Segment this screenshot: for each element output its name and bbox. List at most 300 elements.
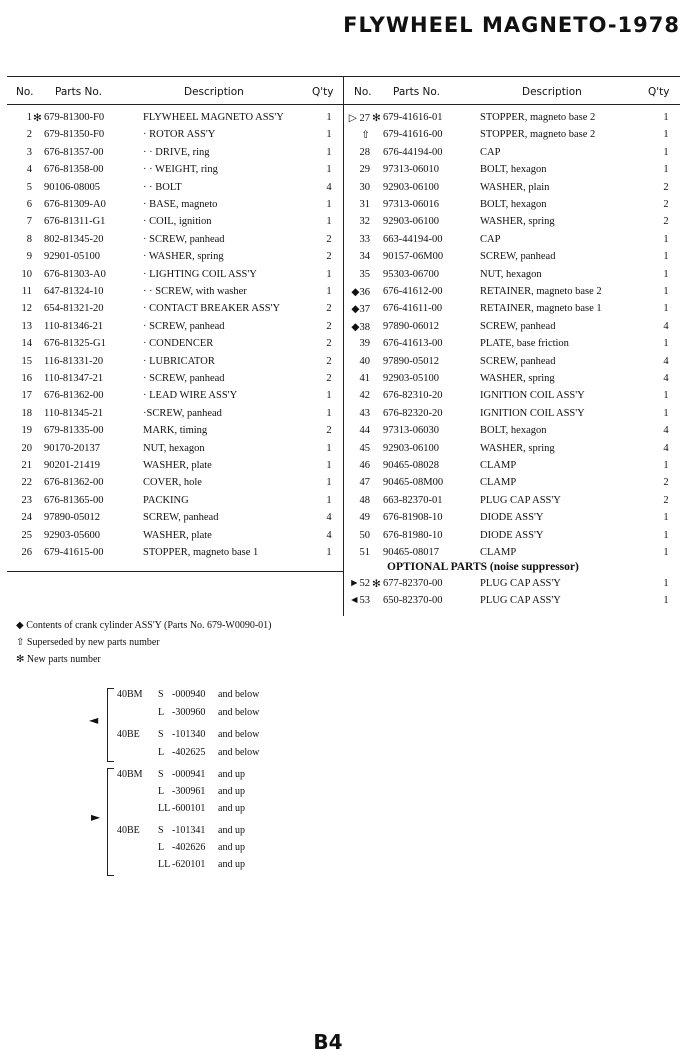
part-quantity: 1 [326,494,332,506]
item-number: 45 [359,442,370,454]
item-number: 12 [21,303,32,315]
table-row [0,408,687,426]
right-header-qty: Q'ty [648,86,670,98]
serial-type: L [158,707,165,718]
new-part-mark: ✻ [372,113,381,124]
part-description: STOPPER, magneto base 2 [480,129,596,141]
part-number: 92903-06100 [383,442,439,454]
item-number: 32 [359,216,370,228]
part-number: 676-81303-A0 [44,268,106,280]
table-row [0,477,687,495]
serial-number: -101340 [172,729,206,740]
serial-range-note: and up [218,859,245,870]
part-number: 116-81331-20 [44,355,104,367]
part-description: CLAMP [480,477,517,489]
part-quantity: 2 [326,338,332,350]
serial-group-2-brace [107,768,114,876]
serial-range-note: and below [218,707,260,718]
left-header-qty: Q'ty [312,86,334,98]
part-quantity: 4 [326,181,332,193]
item-number: 24 [21,512,32,524]
part-number: 97890-05012 [383,355,439,367]
item-number: 18 [21,407,32,419]
serial-range-note: and up [218,786,245,797]
part-quantity: 1 [326,129,332,141]
page-number: B4 [313,1030,343,1054]
part-quantity: 1 [663,233,669,245]
item-number: 22 [21,477,32,489]
table-row [0,303,687,321]
serial-range-note: and up [218,825,245,836]
part-number: 676-81311-G1 [44,216,106,228]
model-code: 40BM [117,769,143,780]
table-row [0,147,687,165]
item-number: 39 [359,338,370,350]
serial-type: S [158,689,164,700]
part-number: 663-82370-01 [383,494,443,506]
part-quantity: 1 [326,460,332,471]
item-number: 41 [359,373,370,384]
part-number: 676-81980-10 [383,529,443,541]
item-number: 44 [359,425,370,437]
item-number: 6 [26,199,32,210]
item-number: 47 [359,477,370,489]
serial-type: L [158,786,165,797]
new-part-mark: ✻ [372,579,381,590]
part-number: 679-81335-00 [44,425,104,437]
table-row [0,286,687,304]
part-quantity: 1 [663,303,669,315]
part-description: · WASHER, spring [143,251,224,263]
item-number: 4 [26,164,32,176]
part-quantity: 1 [326,199,332,210]
part-number: 650-82370-00 [383,595,443,607]
part-description: CAP [480,146,501,158]
part-quantity: 1 [326,146,332,158]
part-number: 676-81362-00 [44,390,104,402]
part-description: · COIL, ignition [143,216,212,228]
part-number: 647-81324-10 [44,286,104,297]
item-number: ▷ 27 [348,113,370,124]
part-description: SCREW, panhead [480,251,556,263]
part-quantity: 4 [663,425,669,437]
serial-number: -620101 [172,859,206,870]
part-description: PACKING [143,494,189,506]
item-number: 13 [21,320,32,332]
item-number: 26 [21,547,32,558]
part-description: CLAMP [480,460,517,471]
part-number: 90201-21419 [44,460,100,471]
item-number: 15 [21,355,32,367]
part-quantity: 2 [326,251,332,263]
part-description: SCREW, panhead [480,320,556,332]
item-number: 42 [359,390,370,402]
new-part-mark: ✻ [33,113,42,124]
part-description: SCREW, panhead [480,355,556,367]
part-number: 676-81309-A0 [44,199,106,210]
part-description: IGNITION COIL ASS'Y [480,407,585,419]
part-description: IGNITION COIL ASS'Y [480,390,585,402]
part-number: 97890-06012 [383,320,439,332]
part-description: WASHER, spring [480,216,555,228]
part-description: · LUBRICATOR [143,355,215,367]
part-description: FLYWHEEL MAGNETO ASS'Y [143,112,284,123]
part-quantity: 1 [663,547,669,558]
table-row [0,425,687,443]
part-description: · CONTACT BREAKER ASS'Y [143,303,281,315]
part-number: 677-82370-00 [383,578,443,589]
part-description: · BASE, magneto [143,199,218,210]
page-title: FLYWHEEL MAGNETO-1978 [343,13,680,37]
part-number: 92903-05600 [44,529,100,541]
part-description: DIODE ASS'Y [480,529,544,541]
table-row [0,251,687,269]
table-row [0,234,687,252]
part-quantity: 1 [663,460,669,471]
item-number: 2 [26,129,32,141]
part-number: 676-81908-10 [383,512,443,524]
item-number: 11 [21,286,32,297]
part-number: 654-81321-20 [44,303,104,315]
item-number: 31 [359,199,370,210]
part-quantity: 1 [663,286,669,297]
part-number: 90465-08017 [383,547,439,558]
part-description: · SCREW, panhead [143,373,225,384]
table-row [0,164,687,182]
item-number: ◆37 [351,304,370,316]
part-number: 676-82310-20 [383,390,443,402]
serial-type: LL [158,859,171,870]
part-description: DIODE ASS'Y [480,512,544,524]
part-quantity: 1 [663,390,669,402]
part-quantity: 4 [663,442,669,454]
table-row [0,495,687,513]
part-number: 676-81357-00 [44,146,104,158]
part-quantity: 1 [326,216,332,228]
part-description: PLUG CAP ASS'Y [480,578,561,589]
serial-type: S [158,729,164,740]
table-row [0,390,687,408]
part-description: MARK, timing [143,425,208,437]
part-number: 676-41613-00 [383,338,443,350]
part-number: 676-81362-00 [44,477,104,489]
item-number: 17 [21,390,32,402]
part-description: WASHER, spring [480,373,555,384]
item-number: 21 [21,460,32,471]
serial-type: S [158,825,164,836]
serial-number: -000941 [172,769,206,780]
part-description: · · WEIGHT, ring [143,164,218,176]
part-quantity: 1 [326,390,332,402]
part-quantity: 4 [326,529,332,541]
part-description: · SCREW, panhead [143,320,225,332]
part-description: ·SCREW, panhead [143,407,222,419]
right-header-no: No. [354,86,372,98]
table-row [0,112,687,130]
part-description: WASHER, plate [143,529,212,541]
part-description: SCREW, panhead [143,512,219,524]
serial-type: LL [158,803,171,814]
part-number: 97313-06030 [383,425,439,437]
table-row [0,321,687,339]
part-number: 679-81350-F0 [44,129,105,141]
item-number: 16 [21,373,32,384]
part-quantity: 1 [326,112,332,123]
table-row [0,269,687,287]
left-header-description: Description [184,86,244,98]
table-row [0,530,687,548]
part-quantity: 1 [663,112,669,123]
part-quantity: 1 [663,164,669,176]
serial-range-note: and below [218,729,260,740]
part-quantity: 2 [326,425,332,437]
item-number: ⇧ [361,130,370,142]
part-number: 97890-05012 [44,512,100,524]
part-description: BOLT, hexagon [480,199,547,210]
part-quantity: 2 [663,494,669,506]
optional-parts-heading: OPTIONAL PARTS (noise suppressor) [387,561,579,573]
part-number: 679-41616-01 [383,112,443,123]
part-description: PLUG CAP ASS'Y [480,595,561,607]
item-number: 34 [359,251,370,263]
legend-superseded: ⇧ Superseded by new parts number [16,637,160,648]
part-quantity: 4 [326,512,332,524]
part-quantity: 2 [663,216,669,228]
right-header-parts-no: Parts No. [393,86,440,98]
part-number: 676-44194-00 [383,146,443,158]
table-row [0,216,687,234]
part-description: NUT, hexagon [480,268,542,280]
item-number: 40 [359,355,370,367]
table-row [0,182,687,200]
part-quantity: 1 [326,547,332,558]
part-quantity: 2 [663,181,669,193]
part-number: 97313-06016 [383,199,439,210]
part-quantity: 1 [663,578,669,589]
part-quantity: 4 [663,320,669,332]
serial-type: S [158,769,164,780]
model-code: 40BE [117,825,140,836]
part-number: 110-81346-21 [44,320,104,332]
part-number: 90465-08M00 [383,477,444,489]
part-number: 110-81345-21 [44,407,104,419]
part-description: · · SCREW, with washer [143,286,247,297]
part-quantity: 2 [326,373,332,384]
table-row [0,547,687,565]
part-number: 676-41611-00 [383,303,443,315]
part-description: BOLT, hexagon [480,425,547,437]
part-quantity: 1 [663,251,669,263]
part-number: 676-81325-G1 [44,338,106,350]
item-number: 19 [21,425,32,437]
item-number: 1 [26,112,32,123]
part-number: 90465-08028 [383,460,439,471]
part-number: 90157-06M00 [383,251,444,263]
part-number: 90170-20137 [44,442,100,454]
table-row [0,199,687,217]
part-description: NUT, hexagon [143,442,205,454]
part-number: 90106-08005 [44,181,100,193]
item-number: 33 [359,233,370,245]
part-quantity: 2 [326,303,332,315]
item-number: 7 [26,216,32,228]
item-number: 49 [359,512,370,524]
left-header-parts-no: Parts No. [55,86,102,98]
item-number: 43 [359,407,370,419]
item-number: 20 [21,442,32,454]
part-description: CAP [480,233,501,245]
part-quantity: 2 [326,320,332,332]
part-description: WASHER, plain [480,181,550,193]
part-quantity: 1 [663,268,669,280]
part-number: 679-41615-00 [44,547,104,558]
serial-range-note: and up [218,803,245,814]
part-description: PLATE, base friction [480,338,569,350]
table-row [0,373,687,391]
table-row [0,512,687,530]
part-description: RETAINER, magneto base 2 [480,286,602,297]
part-quantity: 1 [663,338,669,350]
item-number: 29 [359,164,370,176]
left-table-bottom-rule [7,571,343,572]
part-number: 679-41616-00 [383,129,443,141]
part-description: CLAMP [480,547,517,558]
part-number: 676-41612-00 [383,286,443,297]
part-number: 92901-05100 [44,251,100,263]
part-quantity: 1 [663,595,669,607]
part-description: WASHER, spring [480,442,555,454]
serial-range-note: and below [218,747,260,758]
model-code: 40BM [117,689,143,700]
table-row [0,129,687,147]
part-number: 95303-06700 [383,268,439,280]
part-quantity: 2 [663,199,669,210]
part-description: PLUG CAP ASS'Y [480,494,561,506]
part-description: STOPPER, magneto base 1 [143,547,259,558]
part-description: COVER, hole [143,477,202,489]
item-number: 46 [359,460,370,471]
legend-new-part: ✻ New parts number [16,654,101,665]
serial-number: -402625 [172,747,206,758]
item-number: ◆36 [351,287,370,298]
item-number: 35 [359,268,370,280]
table-row [0,356,687,374]
part-quantity: 1 [663,512,669,524]
part-description: RETAINER, magneto base 1 [480,303,602,315]
serial-range-note: and up [218,769,245,780]
table-row [0,578,687,596]
table-row [0,338,687,356]
part-number: 92903-05100 [383,373,439,384]
item-number: ►52 [349,578,370,589]
part-number: 110-81347-21 [44,373,104,384]
item-number: 50 [359,529,370,541]
left-header-no: No. [16,86,34,98]
part-quantity: 1 [326,407,332,419]
table-row [0,443,687,461]
serial-group-2-arrow: ► [91,810,101,824]
part-description: · ROTOR ASS'Y [143,129,216,141]
item-number: ◄53 [349,595,370,607]
part-quantity: 1 [326,442,332,454]
part-quantity: 1 [663,146,669,158]
serial-number: -600101 [172,803,206,814]
part-description: STOPPER, magneto base 2 [480,112,596,123]
model-code: 40BE [117,729,140,740]
part-number: 676-81358-00 [44,164,104,176]
item-number: 51 [359,547,370,558]
part-quantity: 1 [663,407,669,419]
item-number: 3 [26,146,32,158]
serial-type: L [158,842,165,853]
part-number: 663-44194-00 [383,233,443,245]
part-description: · LIGHTING COIL ASS'Y [143,268,257,280]
part-number: 676-82320-20 [383,407,443,419]
table-row [0,595,687,613]
part-description: WASHER, plate [143,460,212,471]
part-number: 802-81345-20 [44,233,104,245]
part-quantity: 4 [663,373,669,384]
part-description: · · DRIVE, ring [143,146,210,158]
part-number: 679-81300-F0 [44,112,105,123]
serial-number: -101341 [172,825,206,836]
part-number: 92903-06100 [383,181,439,193]
item-number: 28 [359,146,370,158]
serial-group-1-arrow: ◄ [89,713,99,727]
part-description: · · BOLT [143,181,182,193]
serial-range-note: and up [218,842,245,853]
item-number: 23 [21,494,32,506]
item-number: 48 [359,494,370,506]
part-quantity: 1 [326,268,332,280]
item-number: ◆38 [351,321,370,333]
part-description: · SCREW, panhead [143,233,225,245]
serial-number: -300961 [172,786,206,797]
part-quantity: 1 [663,129,669,141]
right-header-description: Description [522,86,582,98]
legend-crank-cylinder: ◆ Contents of crank cylinder ASS'Y (Parts No. 679-W0090-01) [16,620,272,631]
table-row [0,460,687,478]
serial-range-note: and below [218,689,260,700]
part-quantity: 2 [663,477,669,489]
serial-number: -300960 [172,707,206,718]
part-description: BOLT, hexagon [480,164,547,176]
part-quantity: 1 [326,286,332,297]
part-quantity: 1 [663,529,669,541]
item-number: 9 [26,251,32,263]
part-quantity: 1 [326,477,332,489]
part-number: 97313-06010 [383,164,439,176]
serial-number: -402626 [172,842,206,853]
part-quantity: 4 [663,355,669,367]
serial-type: L [158,747,165,758]
part-quantity: 1 [326,164,332,176]
part-description: · LEAD WIRE ASS'Y [143,390,238,402]
item-number: 10 [21,268,32,280]
item-number: 25 [21,529,32,541]
item-number: 14 [21,338,32,350]
item-number: 5 [26,181,32,193]
item-number: 30 [359,181,370,193]
part-number: 676-81365-00 [44,494,104,506]
part-quantity: 2 [326,233,332,245]
serial-number: -000940 [172,689,206,700]
part-quantity: 2 [326,355,332,367]
part-description: · CONDENCER [143,338,214,350]
serial-group-1-brace [107,688,114,762]
part-number: 92903-06100 [383,216,439,228]
item-number: 8 [26,233,32,245]
